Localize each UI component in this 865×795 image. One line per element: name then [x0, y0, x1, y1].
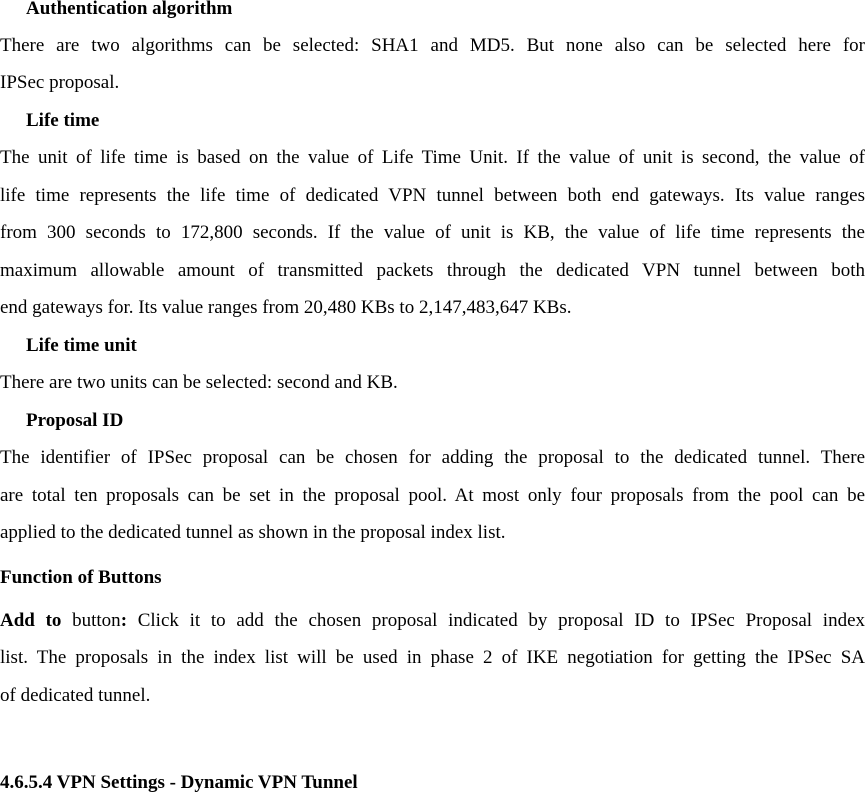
proposal-id-text-1: The identifier of IPSec proposal can be chosen for adding the proposal to the dedicated tunnel. There [0, 447, 865, 468]
life-time-unit-text-1: There are two units can be selected: second and KB. [0, 372, 398, 393]
add-to-text-3: of dedicated tunnel. [0, 685, 151, 706]
life-time-text-1: The unit of life time is based on the value of Life Time Unit. If the value of unit is second, the value of [0, 147, 865, 168]
life-time-unit-heading [0, 334, 137, 358]
auth-algorithm-title: Authentication algorithm [26, 0, 233, 19]
auth-algorithm-heading [0, 0, 232, 21]
life-time-unit-title: Life time unit [26, 335, 137, 356]
add-to-colon: : [120, 610, 128, 631]
life-time-heading [0, 109, 99, 133]
add-to-description: Click it to add the chosen proposal indicated by proposal ID to IPSec Proposal index [127, 610, 865, 631]
life-time-text-4: maximum allowable amount of transmitted packets through the dedicated VPN tunnel between both [0, 260, 865, 281]
life-time-title: Life time [26, 110, 100, 131]
proposal-id-heading [0, 409, 123, 433]
add-to-button-word: button [61, 610, 121, 631]
auth-algorithm-text-1: There are two algorithms can be selected: SHA1 and MD5. But none also can be selected here for [0, 35, 865, 56]
life-time-text-5: end gateways for. Its value ranges from 20,480 KBs to 2,147,483,647 KBs. [0, 297, 572, 318]
life-time-text-3: from 300 seconds to 172,800 seconds. If the value of unit is KB, the value of life time represents the [0, 222, 865, 243]
add-to-text-2: list. The proposals in the index list will be used in phase 2 of IKE negotiation for getting the IPSec SA [0, 647, 865, 668]
add-to-text-1 [0, 609, 865, 633]
life-time-text-2: life time represents the life time of dedicated VPN tunnel between both end gateways. Its value ranges [0, 185, 865, 206]
proposal-id-text-2: are total ten proposals can be set in the proposal pool. At most only four proposals from the pool can be [0, 485, 865, 506]
section-heading-dynamic-vpn: 4.6.5.4 VPN Settings - Dynamic VPN Tunnel [0, 772, 358, 793]
function-of-buttons-heading: Function of Buttons [0, 567, 162, 588]
add-to-label: Add to [0, 610, 62, 631]
auth-algorithm-text-2: IPSec proposal. [0, 72, 120, 93]
proposal-id-text-3: applied to the dedicated tunnel as shown in the proposal index list. [0, 522, 506, 543]
proposal-id-title: Proposal ID [26, 410, 124, 431]
